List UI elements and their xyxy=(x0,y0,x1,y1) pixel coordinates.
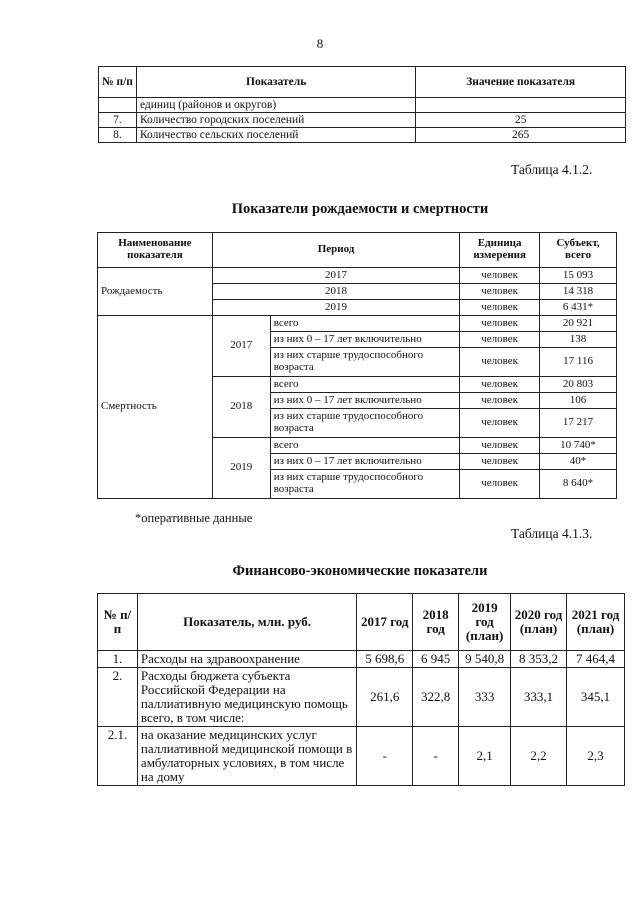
value-2021: 7 464,4 xyxy=(567,651,625,668)
birth-unit: человек xyxy=(460,300,540,316)
table-row xyxy=(98,668,625,727)
birth-year: 2017 xyxy=(212,268,459,284)
birth-value: 6 431* xyxy=(540,300,617,316)
header-num: № п/п xyxy=(98,594,138,651)
row-num: 2. xyxy=(98,668,138,727)
table-title-birth-death: Показатели рождаемости и смертности xyxy=(231,201,489,217)
settlements-table xyxy=(98,66,626,143)
death-unit: человек xyxy=(460,316,540,332)
header-period: Период xyxy=(212,233,459,268)
value-2017: - xyxy=(357,727,413,786)
table-caption-4-1-2: Таблица 4.1.2. xyxy=(511,162,593,177)
table-row xyxy=(98,727,625,786)
value-2019: 2,1 xyxy=(459,727,511,786)
table-row xyxy=(99,113,626,128)
table-row xyxy=(98,316,617,332)
header-2018: 2018 год xyxy=(413,594,459,651)
death-sub: всего xyxy=(270,377,460,393)
page-number: 8 xyxy=(316,36,324,51)
row-value xyxy=(416,98,626,113)
death-value: 20 921 xyxy=(540,316,617,332)
row-num xyxy=(99,98,137,113)
value-2021: 2,3 xyxy=(567,727,625,786)
death-value: 138 xyxy=(540,332,617,348)
table-header-row xyxy=(98,233,617,268)
value-2019: 333 xyxy=(459,668,511,727)
row-label: Расходы на здравоохранение xyxy=(137,651,356,668)
death-unit: человек xyxy=(460,470,540,499)
value-2020: 2,2 xyxy=(511,727,567,786)
death-sub: из них старше трудоспособного возраста xyxy=(270,409,460,438)
header-label: Показатель, млн. руб. xyxy=(137,594,356,651)
row-num: 2.1. xyxy=(98,727,138,786)
header-2017: 2017 год xyxy=(357,594,413,651)
value-2020: 8 353,2 xyxy=(511,651,567,668)
row-label: Количество сельских поселений xyxy=(136,128,415,143)
birth-unit: человек xyxy=(460,284,540,300)
row-value: 265 xyxy=(416,128,626,143)
row-num: 8. xyxy=(99,128,137,143)
header-2020: 2020 год (план) xyxy=(511,594,567,651)
header-2019: 2019 год (план) xyxy=(459,594,511,651)
death-sub: из них 0 – 17 лет включительно xyxy=(270,454,460,470)
death-value: 17 116 xyxy=(540,348,617,377)
birth-year: 2019 xyxy=(212,300,459,316)
header-2021: 2021 год (план) xyxy=(567,594,625,651)
death-year: 2018 xyxy=(212,377,270,438)
death-value: 17 217 xyxy=(540,409,617,438)
death-year: 2017 xyxy=(212,316,270,377)
row-label: Расходы бюджета субъекта Российской Федерации на паллиативную медицинскую помощь всего, в том числе: xyxy=(137,668,356,727)
row-value: 25 xyxy=(416,113,626,128)
death-sub: из них старше трудоспособного возраста xyxy=(270,348,460,377)
birth-label: Рождаемость xyxy=(98,268,213,316)
death-unit: человек xyxy=(460,332,540,348)
row-num: 1. xyxy=(98,651,138,668)
table-row xyxy=(98,268,617,284)
birth-value: 15 093 xyxy=(540,268,617,284)
death-value: 20 803 xyxy=(540,377,617,393)
death-unit: человек xyxy=(460,438,540,454)
value-2020: 333,1 xyxy=(511,668,567,727)
table-row xyxy=(98,651,625,668)
death-sub: из них 0 – 17 лет включительно xyxy=(270,393,460,409)
value-2018: 322,8 xyxy=(413,668,459,727)
death-sub: из них 0 – 17 лет включительно xyxy=(270,332,460,348)
death-sub: всего xyxy=(270,438,460,454)
header-name: Наименование показателя xyxy=(98,233,213,268)
table-title-finance: Финансово-экономические показатели xyxy=(232,563,488,579)
death-value: 40* xyxy=(540,454,617,470)
value-2018: 6 945 xyxy=(413,651,459,668)
death-sub: из них старше трудоспособного возраста xyxy=(270,470,460,499)
death-year: 2019 xyxy=(212,438,270,499)
table-row xyxy=(99,98,626,113)
birth-year: 2018 xyxy=(212,284,459,300)
value-2017: 5 698,6 xyxy=(357,651,413,668)
death-unit: человек xyxy=(460,393,540,409)
header-indicator: Показатель xyxy=(136,67,415,98)
value-2017: 261,6 xyxy=(357,668,413,727)
row-num: 7. xyxy=(99,113,137,128)
death-unit: человек xyxy=(460,409,540,438)
value-2018: - xyxy=(413,727,459,786)
death-label: Смертность xyxy=(98,316,213,499)
birth-value: 14 318 xyxy=(540,284,617,300)
death-value: 106 xyxy=(540,393,617,409)
death-value: 10 740* xyxy=(540,438,617,454)
death-unit: человек xyxy=(460,348,540,377)
row-label: единиц (районов и округов) xyxy=(136,98,415,113)
death-unit: человек xyxy=(460,377,540,393)
birth-death-table xyxy=(97,232,617,499)
table-caption-4-1-3: Таблица 4.1.3. xyxy=(511,526,593,541)
death-unit: человек xyxy=(460,454,540,470)
table-header-row xyxy=(98,594,625,651)
header-value: Значение показателя xyxy=(416,67,626,98)
finance-table xyxy=(97,593,625,786)
header-total: Субъект, всего xyxy=(540,233,617,268)
row-label: на оказание медицинских услуг паллиативной медицинской помощи в амбулаторных условиях, в том числе на дому xyxy=(137,727,356,786)
death-sub: всего xyxy=(270,316,460,332)
value-2021: 345,1 xyxy=(567,668,625,727)
header-unit: Единица измерения xyxy=(460,233,540,268)
value-2019: 9 540,8 xyxy=(459,651,511,668)
header-num: № п/п xyxy=(99,67,137,98)
footnote: *оперативные данные xyxy=(135,511,253,525)
death-value: 8 640* xyxy=(540,470,617,499)
table-header-row xyxy=(99,67,626,98)
birth-unit: человек xyxy=(460,268,540,284)
table-row xyxy=(99,128,626,143)
row-label: Количество городских поселений xyxy=(136,113,415,128)
